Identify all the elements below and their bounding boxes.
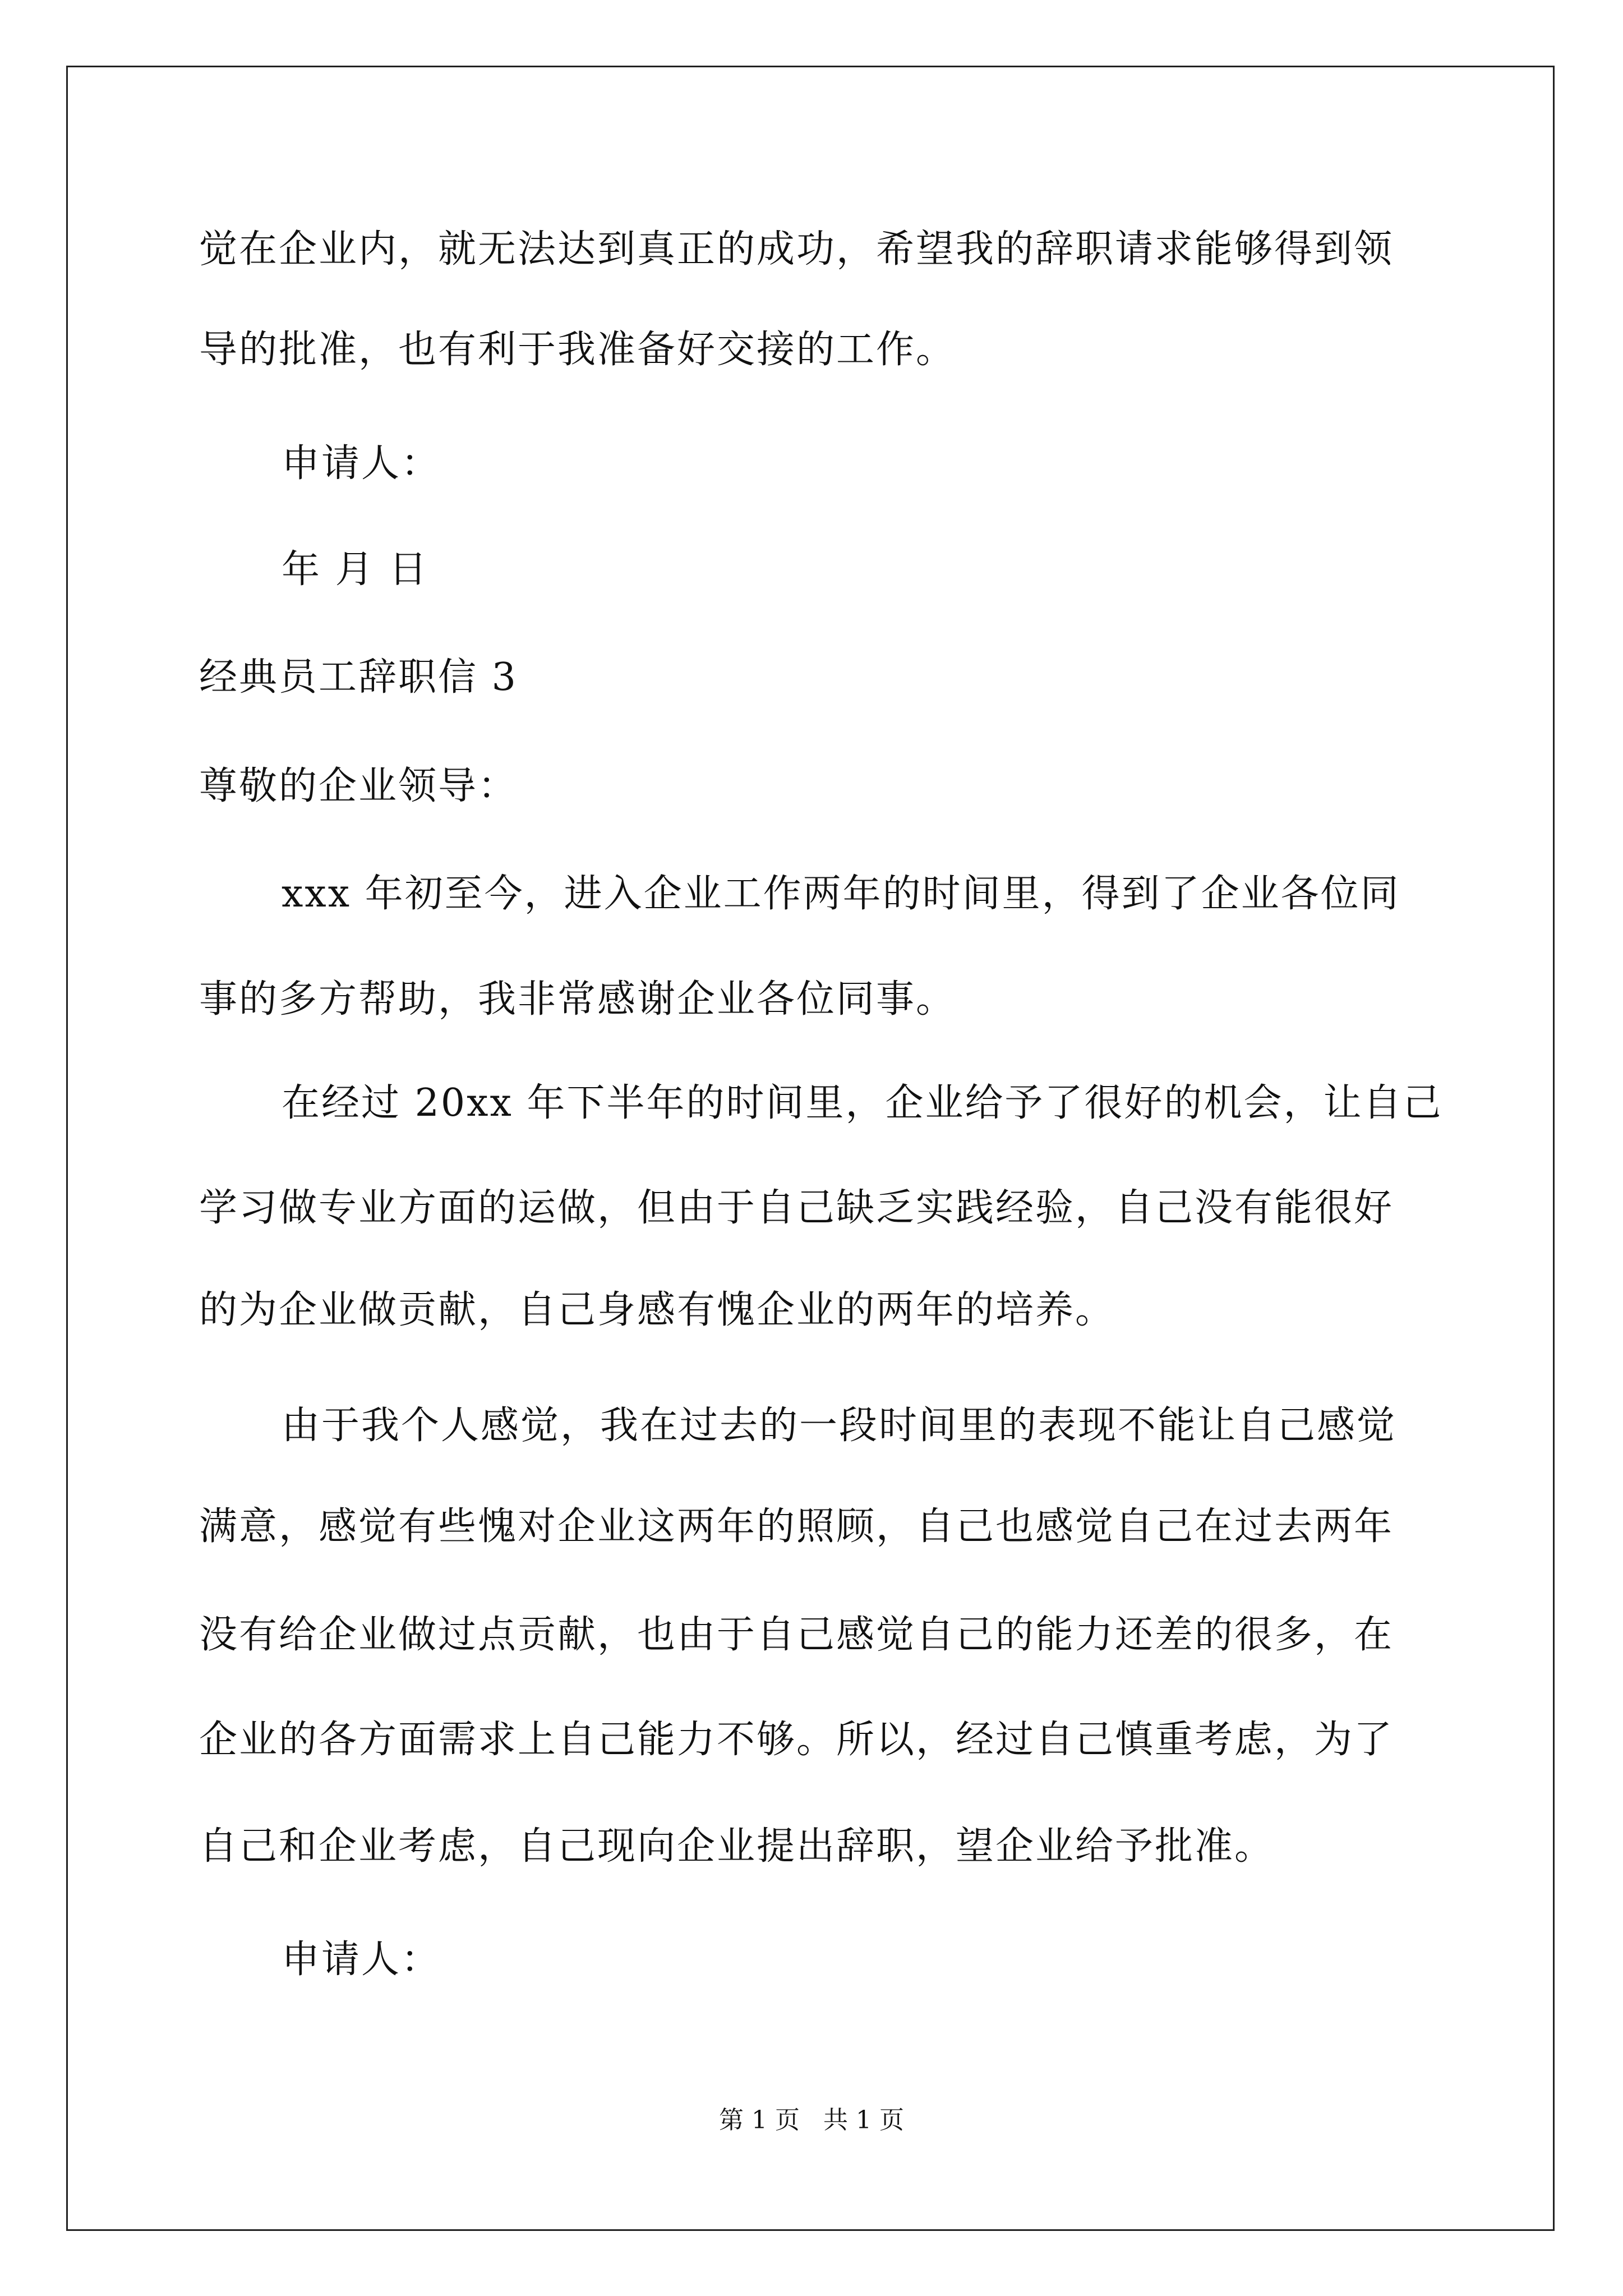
body-line-6: 学习做专业方面的运做，但由于自己缺乏实践经验，自己没有能很好: [199, 1186, 1394, 1230]
date-line: 年 月 日: [282, 547, 429, 592]
body-line-9: 满意，感觉有些愧对企业这两年的照顾，自己也感觉自己在过去两年: [199, 1504, 1394, 1549]
body-line-12: 自己和企业考虑，自己现向企业提出辞职，望企业给予批准。: [199, 1824, 1275, 1869]
salutation: 尊敬的企业领导：: [199, 764, 518, 808]
body-line-3: xxx 年初至今，进入企业工作两年的时间里，得到了企业各位同: [282, 872, 1400, 916]
page-number-footer: 第 1 页 共 1 页: [719, 2106, 904, 2134]
body-line-5: 在经过 20xx 年下半年的时间里，企业给予了很好的机会，让自己: [282, 1081, 1443, 1125]
applicant-label: 申请人：: [282, 441, 441, 486]
body-line-11: 企业的各方面需求上自己能力不够。所以，经过自己慎重考虑，为了: [199, 1718, 1394, 1762]
letter-title: 经典员工辞职信 3: [199, 655, 518, 700]
body-line-4: 事的多方帮助，我非常感谢企业各位同事。: [199, 977, 956, 1022]
body-line-10: 没有给企业做过点贡献，也由于自己感觉自己的能力还差的很多，在: [199, 1613, 1394, 1657]
body-line-2: 导的批准，也有利于我准备好交接的工作。: [199, 328, 956, 372]
applicant-label-2: 申请人：: [282, 1938, 441, 1982]
body-line-1: 觉在企业内，就无法达到真正的成功，希望我的辞职请求能够得到领: [199, 227, 1394, 272]
page-border: [66, 66, 1555, 2231]
body-line-8: 由于我个人感觉，我在过去的一段时间里的表现不能让自己感觉: [282, 1404, 1397, 1448]
body-line-7: 的为企业做贡献，自己身感有愧企业的两年的培养。: [199, 1288, 1115, 1332]
